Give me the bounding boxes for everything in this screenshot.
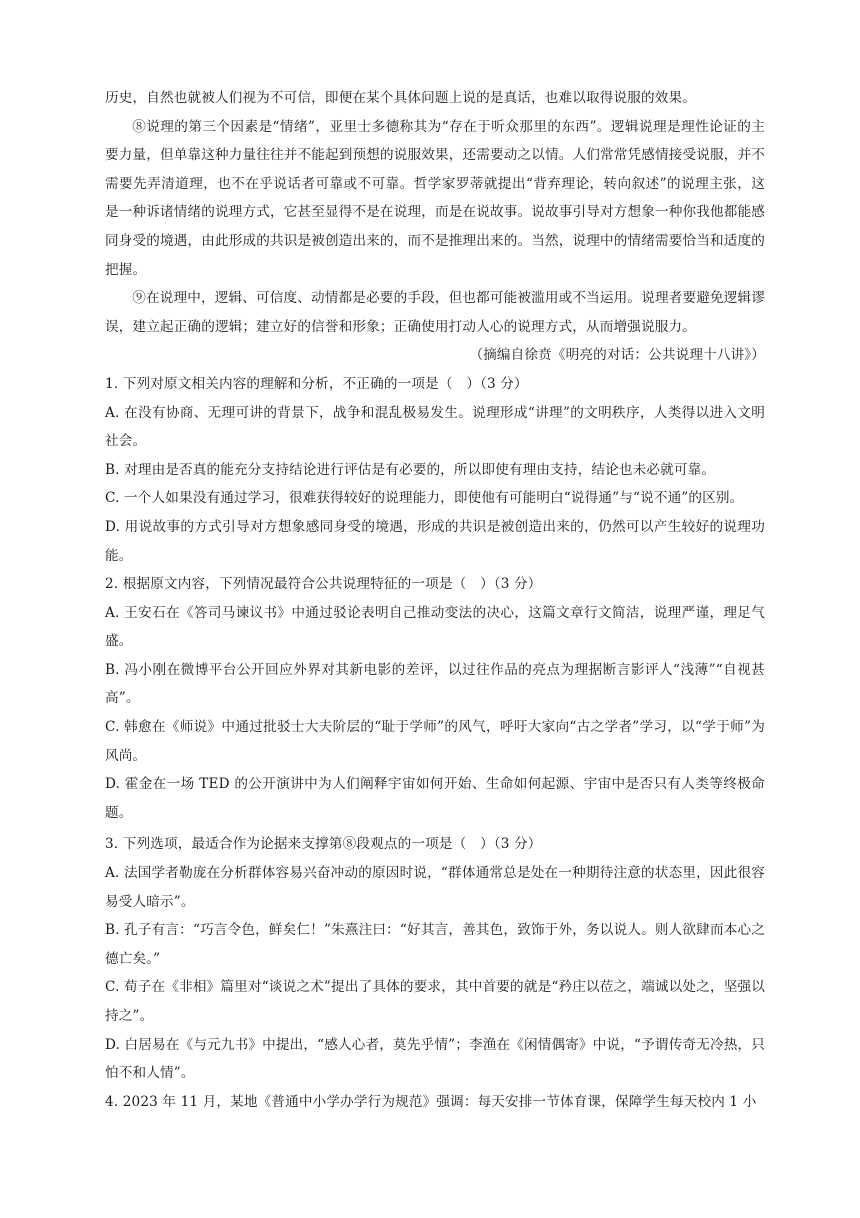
question-2 (105, 570, 765, 827)
option-a: A. 在没有协商、无理可讲的背景下，战争和混乱极易发生。说理形成“讲理”的文明秩序，人类得以进入文明社会。 (105, 404, 765, 450)
option-c: C. 荀子在《非相》篇里对“谈说之术”提出了具体的要求，其中首要的就是“矜庄以莅之，端诚以处之，坚强以持之”。 (105, 979, 765, 1024)
option-b: B. 冯小刚在微博平台公开回应外界对其新电影的差评，以过往作品的亮点为理据断言影评人“浅薄”“自视甚高”。 (105, 661, 765, 707)
question-4 (105, 1088, 765, 1117)
document-page (105, 84, 765, 1116)
option-a: A. 王安石在《答司马谏议书》中通过驳论表明自己推动变法的决心，这篇文章行文简洁，说理严谨，理足气盛。 (105, 604, 765, 650)
question-stem: 2. 根据原文内容，下列情况最符合公共说理特征的一项是（ ）（3 分） (105, 576, 542, 593)
option-c: C. 韩愈在《师说》中通过批驳士大夫阶层的“耻于学师”的风气，呼吁大家向“古之学者”学习，以“学于师”为风尚。 (105, 719, 765, 764)
passage-paragraph-continued: 历史，自然也就被人们视为不可信，即便在某个具体问题上说的是真话，也难以取得说服的效果。 (105, 90, 696, 106)
option-a: A. 法国学者勒庞在分析群体容易兴奋冲动的原因时说，“群体通常总是处在一种期待注意的状态里，因此很容易受人暗示”。 (105, 865, 765, 910)
option-d: D. 白居易在《与元九书》中提出，“感人心者，莫先乎情”；李渔在《闲情偶寄》中说，“予谓传奇无冷热，只怕不和人情”。 (105, 1036, 765, 1082)
option-b: B. 对理由是否真的能充分支持结论进行评估是有必要的，所以即使有理由支持，结论也未必就可靠。 (105, 461, 716, 478)
option-c: C. 一个人如果没有通过学习，很难获得较好的说理能力，即使他有可能明白“说得通”与“说不通”的区别。 (105, 490, 744, 507)
question-stem: 3. 下列选项，最适合作为论据来支撑第⑧段观点的一项是（ ）（3 分） (105, 836, 542, 853)
option-d: D. 霍金在一场 TED 的公开演讲中为人们阐释宇宙如何开始、生命如何起源、宇宙中是否只有人类等终极命题。 (105, 776, 765, 821)
option-b: B. 孔子有言：“巧言令色，鲜矣仁！”朱熹注曰：“好其言，善其色，致饰于外，务以说人。则人欲肆而本心之德亡矣。” (105, 922, 765, 967)
passage-paragraph-9: ⑨在说理中，逻辑、可信度、动情都是必要的手段，但也都可能被滥用或不当运用。说理者要避免逻辑谬误，建立起正确的逻辑；建立好的信誉和形象；正确使用打动人心的说理方式，从而增强说服力。 (105, 290, 765, 335)
option-d: D. 用说故事的方式引导对方想象感同身受的境遇，形成的共识是被创造出来的，仍然可以产生较好的说理功能。 (105, 518, 765, 564)
question-1 (105, 370, 765, 570)
question-3 (105, 830, 765, 1087)
passage-source: （摘编自徐贲《明亮的对话：公共说理十八讲》） (469, 347, 765, 364)
question-stem: 1. 下列对原文相关内容的理解和分析，不正确的一项是（ ）（3 分） (105, 375, 528, 392)
passage-paragraph-8: ⑧说理的第三个因素是“情绪”，亚里士多德称其为“存在于听众那里的东西”。逻辑说理是理性论证的主要力量，但单靠这种力量往往并不能起到预想的说服效果，还需要动之以情。人们常常凭感情接受说服，并不需要先弄清道理，也不在乎说话者可靠或不可靠。哲学家罗蒂就提出“背弃理论，转向叙述”的说理主张，这是一种诉诸情绪的说理方式，它甚至显得不是在说理，而是在说故事。说故事引导对方想象一种你我他都能感同身受的境遇，由此形成的共识是被创造出来的，而不是推理出来的。当然，说理中的情绪需要恰当和适度的把握。 (105, 118, 765, 278)
question-stem: 4. 2023 年 11 月，某地《普通中小学办学行为规范》强调：每天安排一节体育课，保障学生每天校内 1 小 (105, 1093, 757, 1110)
